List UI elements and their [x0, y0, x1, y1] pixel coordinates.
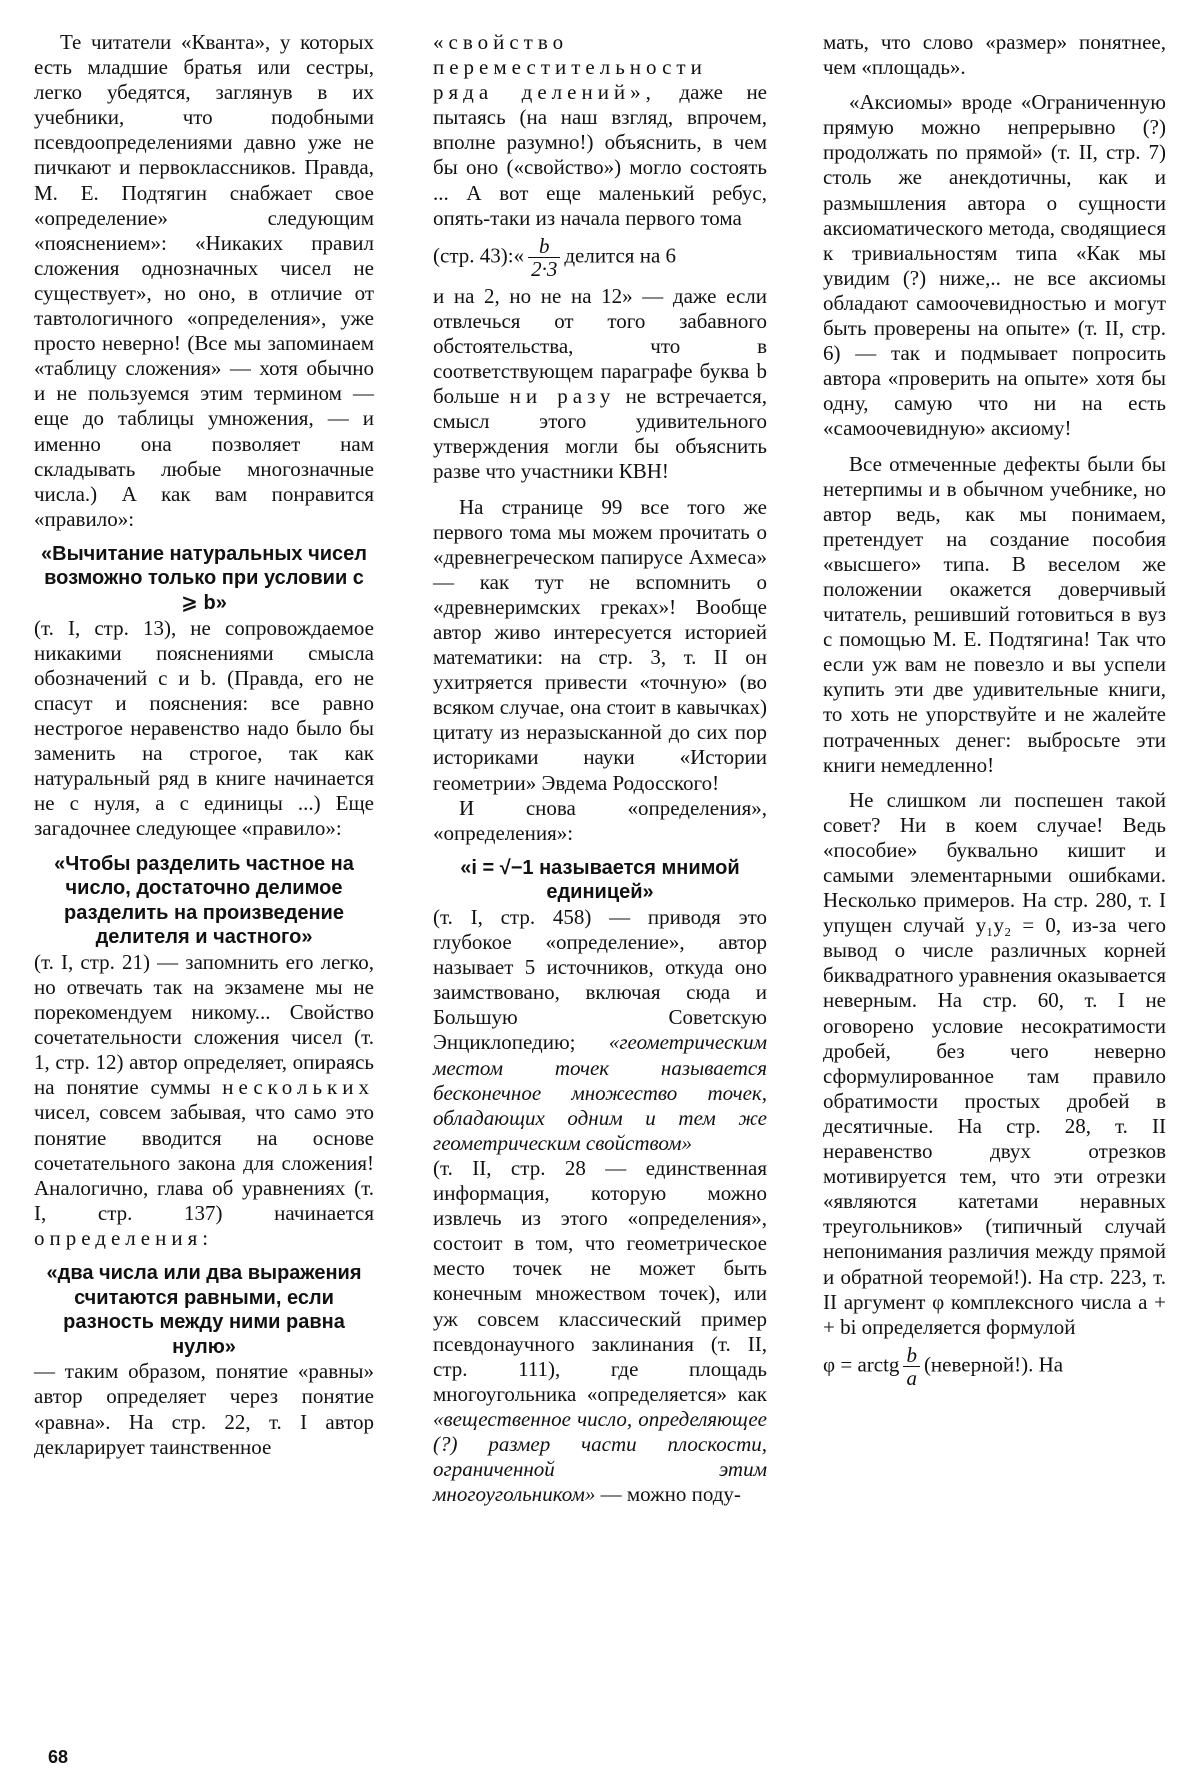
fraction: $\frac{b}{2\cdot 3}$ — [528, 235, 560, 280]
paragraph: Не слишком ли поспешен такой совет? Ни в коем случае! Ведь «пособие» буквально кишит и самыми элементарными ошибками. Несколько примеров. На стр. 280, т. I упущен случай y₁y₂ = 0, из-за чего вывод о числе различных корней биквадратного уравнения оказывается неверным. На стр. 60, т. I не оговорено условие несократимости дробей, без чего неверно сформулированное там правило обратимости простых дробей в десятичные. На стр. 28, т. II неравенство двух отрезков мотивируется тем, что эти отрезки «являются катетами неравных треугольников» (типичный случай непонимания различия между прямой и обратной теоремой!). На стр. 223, т. II аргумент φ комплексного числа a + + bi определяется формулой — [823, 787, 1166, 1339]
paragraph: — таким образом, понятие «равны» автор определяет через понятие «равна». На стр. 22, т. I автор декларирует таинственное — [34, 1359, 374, 1459]
text-column-2 — [433, 30, 767, 1507]
quoted-rule: «Чтобы разделить частное на число, достаточно делимое разделить на произведение делителя и частного» — [54, 852, 354, 949]
paragraph: мать, что слово «размер» понятнее, чем «площадь». — [823, 30, 1166, 80]
paragraph: Те читатели «Кванта», у которых есть младшие братья или сестры, легко убедятся, заглянув в их учебники, что подобными псевдоопределениями давно уже не пичкают и первоклассников. Правда, М. Е. Подтягин снабжает свое «определение» следующим «пояснением»: «Никаких правил сложения однозначных чисел не существует», но оно, в отличие от тавтологичного «определения», уже просто неверно! (Все мы запоминаем «таблицу сложения» — хотя обычно и не пользуемся этим термином — еще до таблицы умножения, — и именно она позволяет нам складывать любые многозначные числа.) А как вам понравится «правило»: — [34, 30, 374, 531]
quoted-rule: «два числа или два выражения считаются равными, если разность между ними равна нулю» — [46, 1262, 362, 1358]
quoted-rule: «Вычитание натуральных чисел возможно только при условии c ⩾ b» — [41, 542, 367, 615]
paragraph: «Аксиомы» вроде «Ограниченную прямую можно непрерывно (?) продолжать по прямой» (т. II, стр. 7) столь же анекдотичны, как и размышления автора о сущности аксиоматического метода, сводящиеся к тривиальностям типа «Как мы увидим (?) ниже,.. не все аксиомы обладают самоочевидностью и могут быть проверены на опыте» (т. II, стр. 6) — так и подмывает попросить автора «проверить на опыте» хотя бы одну, самую что ни на есть «самоочевидную» аксиому! — [823, 90, 1166, 441]
paragraph: (т. II, стр. 28 — единственная информация, которую можно извлечь из этого «определения», состоит в том, что геометрическое место точек не может быть конечным множеством точек), или уж совсем классический пример псевдонаучного заклинания (т. II, стр. 111), где площадь многоугольника «определяется» как «вещественное число, определяющее (?) размер части плоскости, ограниченной этим многоугольником» — можно поду- — [433, 1155, 767, 1507]
fraction: $\frac{b}{a}$ — [903, 1344, 920, 1389]
fraction-line: (стр. 43):« $\frac{b}{2\cdot 3}$ делится на 6 — [433, 233, 677, 281]
paragraph: (т. I, стр. 21) — запомнить его легко, но отвечать так на экзамене мы не порекомендуем никому... Свойство сочетательности сложения чисел (т. 1, стр. 12) автор определяет, опираясь на понятие суммы нескольких чисел, совсем забывая, что само это понятие вводится на основе сочетательного закона для сложения! Аналогично, глава об уравнениях (т. I, стр. 137) начинается определения: — [34, 949, 374, 1250]
paragraph: На странице 99 все того же первого тома мы можем прочитать о «древнегреческом папирусе Ахмеса» — как тут не вспомнить о «древнеримских греках»! Вообще автор живо интересуется историей математики: на стр. 3, т. II он ухитряется привести «точную» (во всяком случае, она стоит в кавычках) цитату из неразысканной до сих пор историками науки «Истории геометрии» Эвдема Родосского! — [433, 494, 767, 795]
paragraph: (т. I, стр. 13), не сопровождаемое никакими пояснениями смысла обозначений c и b. (Правда, его не спасут и пояснения: все равно нестрогое неравенство надо было бы заменить на строгое, так как натуральный ряд в книге начинается не с нуля, а с единицы ...) Еще загадочнее следующее «правило»: — [34, 615, 374, 841]
formula-line: φ = arctg $\frac{b}{a}$ (неверной!). На — [823, 1342, 1064, 1390]
quoted-rule: «i = √−1 называется мнимой единицей» — [460, 856, 740, 904]
text-column-3 — [823, 30, 1166, 1393]
text-column-1 — [34, 30, 374, 1460]
paragraph: и на 2, но не на 12» — даже если отвлечься от того забавного обстоятельства, что в соответствующем параграфе буква b больше ни разу не встречается, смысл этого удивительного утверждения могли бы объяснить разве что участники КВН! — [433, 283, 768, 484]
paragraph: И снова «определения», «определения»: — [433, 795, 767, 845]
paragraph: Все отмеченные дефекты были бы нетерпимы и в обычном учебнике, но автор ведь, как мы понимаем, претендует на создание пособия «высшего» типа. В веселом же положении окажется доверчивый читатель, решивший готовиться в вуз с помощью М. Е. Подтягина! Так что если уж вам не повезло и вы успели купить эти две удивительные книги, то хоть не упорствуйте и не жалейте потраченных денег: выбросьте эти книги немедленно! — [823, 451, 1166, 777]
paragraph: (т. I, стр. 458) — приводя это глубокое «определение», автор называет 5 источников, откуда оно заимствовано, включая сюда и Большую Советскую Энциклопедию; «геометрическим местом точек называется бесконечное множество точек, обладающих одним и тем же геометрическим свойством» — [433, 905, 767, 1155]
paragraph: «свойство переместительности ряда делений», даже не пытаясь (на наш взгляд, впрочем, вполне разумно!) объяснить, в чем бы оно («свойство») могло состоять ... А вот еще маленький ребус, опять-таки из начала первого тома — [433, 30, 768, 230]
page-number: 68 — [48, 1747, 69, 1767]
